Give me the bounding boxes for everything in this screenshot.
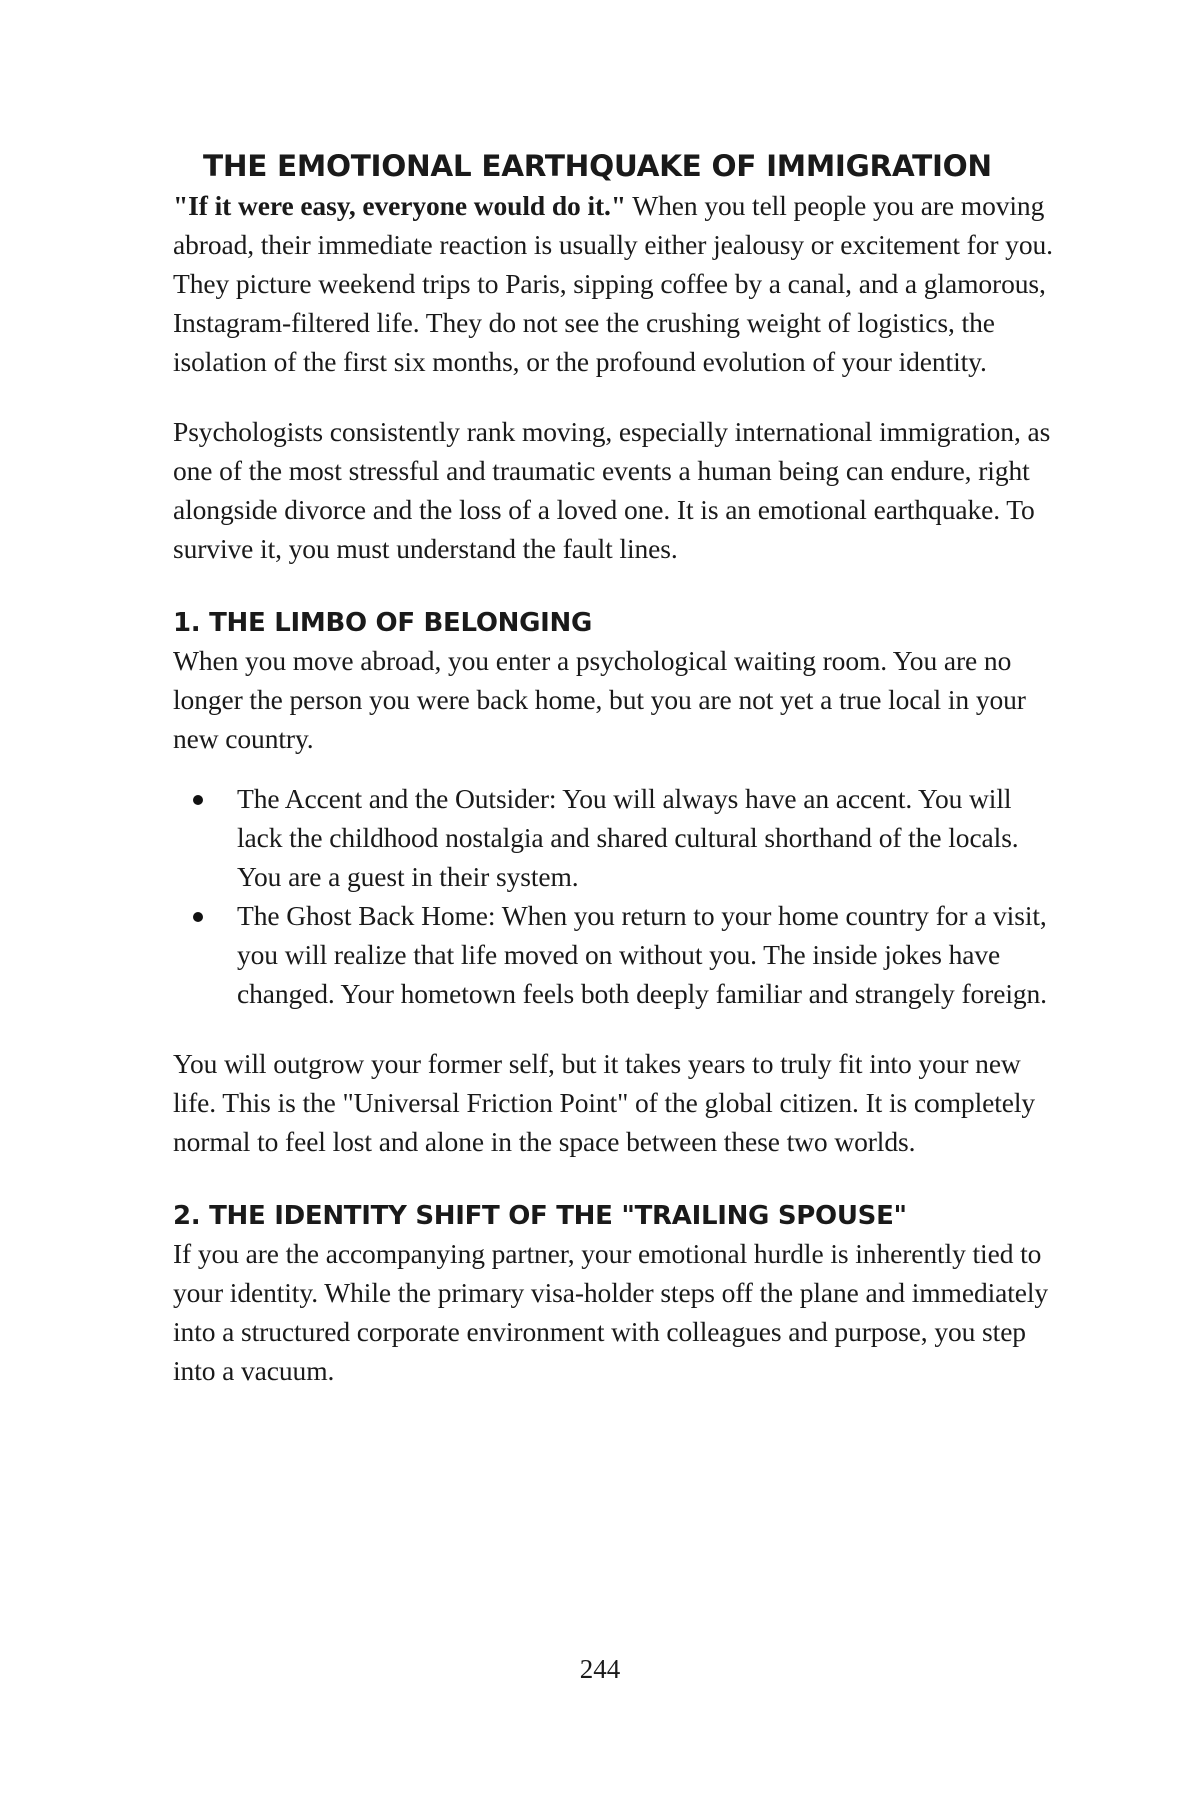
intro-lead-quote: "If it were easy, everyone would do it." <box>173 190 626 221</box>
page-body <box>173 146 1053 1390</box>
bullet-icon <box>193 912 203 922</box>
section-1-intro: When you move abroad, you enter a psychological waiting room. You are no longer the person you were back home, but you are not yet a true local in your new country. <box>173 645 1026 754</box>
section-2-intro: If you are the accompanying partner, your emotional hurdle is inherently tied to your identity. While the primary visa-holder steps off the plane and immediately into a structured corporate environment with colleagues and purpose, you step into a vacuum. <box>173 1238 1049 1386</box>
list-item-text: The Ghost Back Home: When you return to your home country for a visit, you will realize that life moved on without you. The inside jokes have changed. Your hometown feels both deeply familiar and strangely foreign. <box>237 900 1047 1009</box>
page-number: 244 <box>579 1654 621 1684</box>
list-item-text: The Accent and the Outsider: You will always have an accent. You will lack the childhood nostalgia and shared cultural shorthand of the locals. You are a guest in their system. <box>237 783 1019 892</box>
intro-text: When you tell people you are moving abroad, their immediate reaction is usually either jealousy or excitement for you. They picture weekend trips to Paris, sipping coffee by a canal, and a glamorous, Instagram-filtered life. They do not see the crushing weight of logistics, the isolation of the first six months, or the profound evolution of your identity. <box>173 190 1053 377</box>
list-item <box>173 779 1053 896</box>
section-1-heading: 1. THE LIMBO OF BELONGING <box>173 608 593 638</box>
section-2-heading: 2. THE IDENTITY SHIFT OF THE "TRAILING SPOUSE" <box>173 1201 907 1231</box>
section-1-bullet-list <box>173 779 1053 1013</box>
intro-paragraph <box>173 186 1053 381</box>
section-1-closing: You will outgrow your former self, but it takes years to truly fit into your new life. This is the "Universal Friction Point" of the global citizen. It is completely normal to feel lost and alone in the space between these two worlds. <box>173 1048 1036 1157</box>
bullet-icon <box>193 795 203 805</box>
paragraph-psychologists: Psychologists consistently rank moving, especially international immigration, as one of the most stressful and traumatic events a human being can endure, right alongside divorce and the loss of a loved one. It is an emotional earthquake. To survive it, you must understand the fault lines. <box>173 416 1051 564</box>
list-item <box>173 896 1053 1013</box>
page-title: THE EMOTIONAL EARTHQUAKE OF IMMIGRATION <box>203 149 992 183</box>
